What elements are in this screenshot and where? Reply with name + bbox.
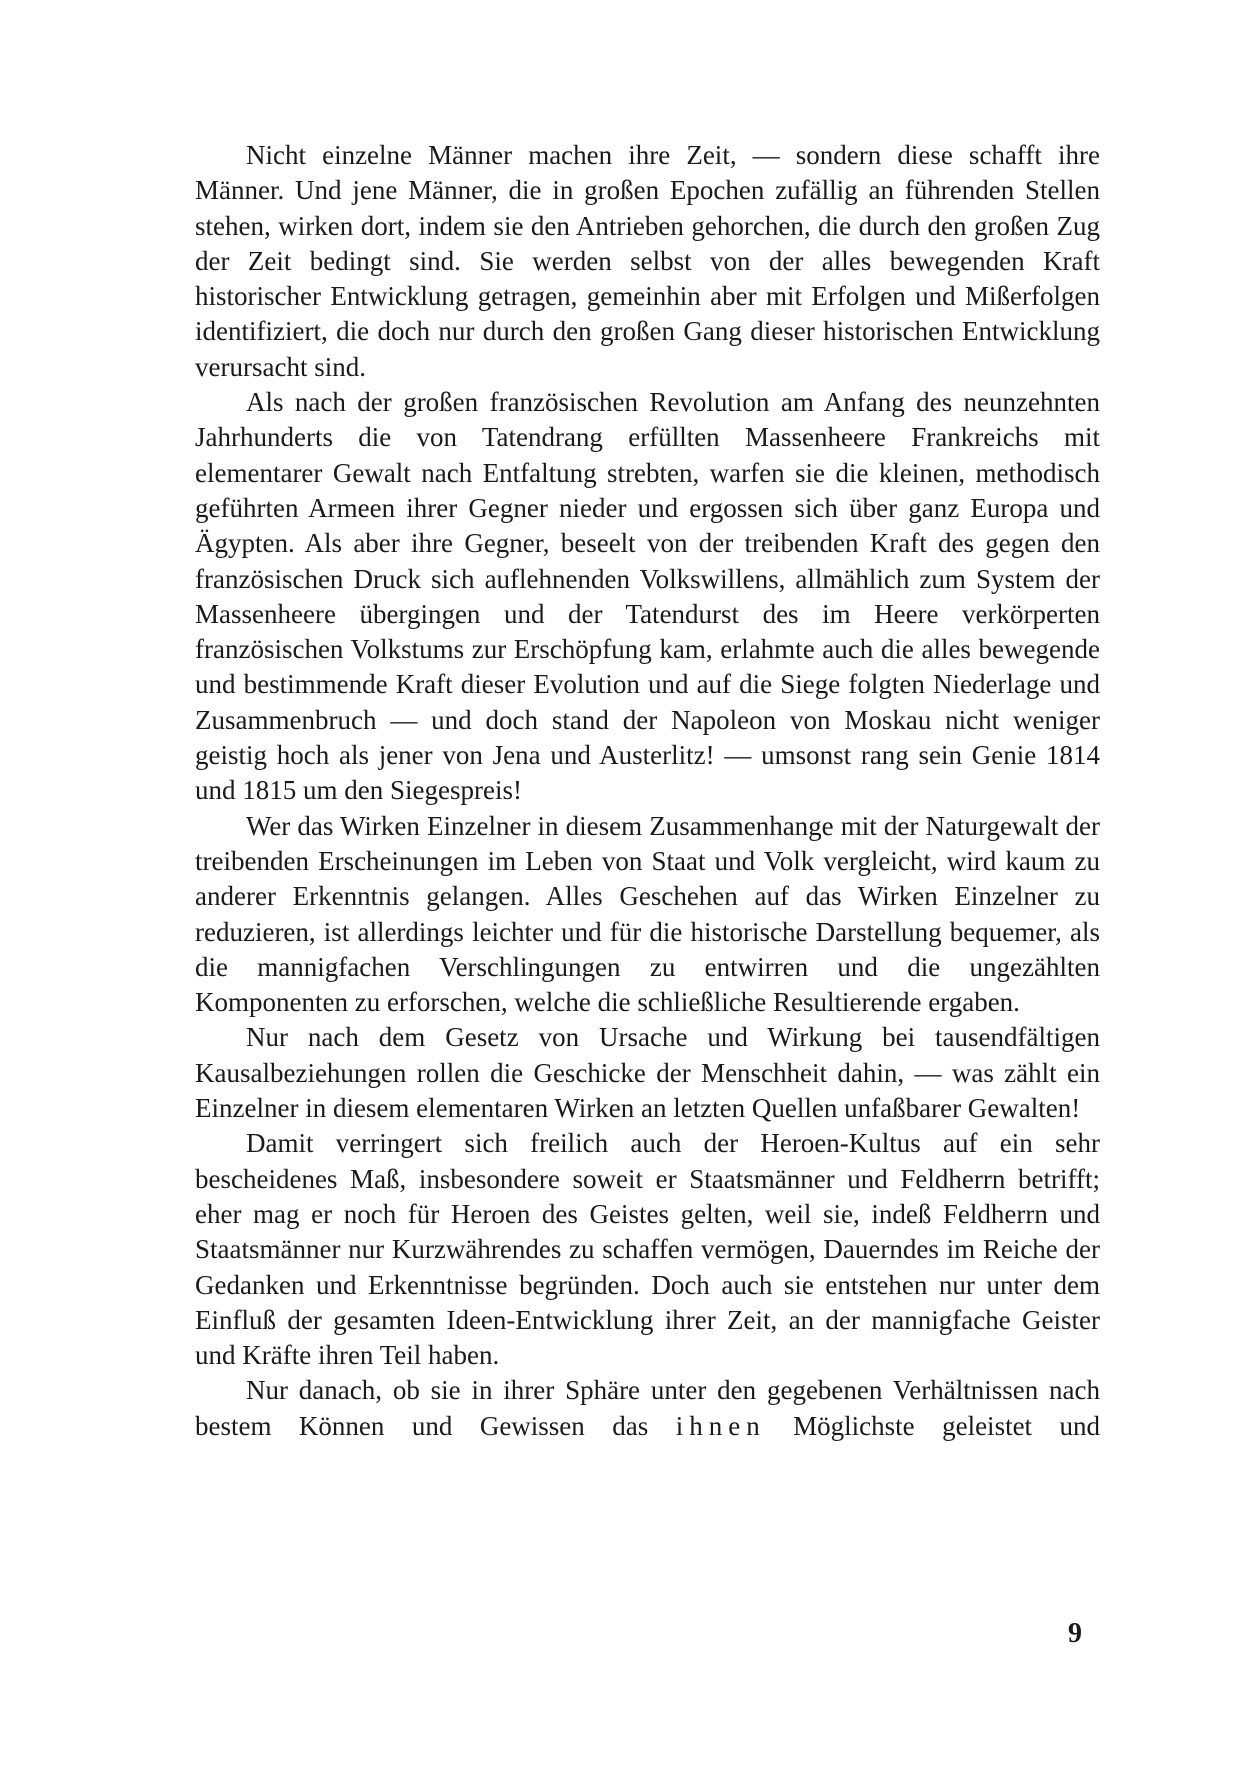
paragraph-6 [195,1373,1100,1444]
paragraph-2: Als nach der großen französischen Revolution am Anfang des neunzehnten Jahrhunderts die von Tatendrang erfüllten Massenheere Frankreichs mit elementarer Gewalt nach Entfaltung strebten, warfen sie die kleinen, methodisch geführten Armeen ihrer Gegner nieder und ergossen sich über ganz Europa und Ägypten. Als aber ihre Gegner, beseelt von der treibenden Kraft des gegen den französischen Druck sich auflehnenden Volkswillens, allmählich zum System der Massenheere übergingen und der Tatendurst des im Heere verkörperten französischen Volkstums zur Erschöpfung kam, erlahmte auch die alles bewegende und bestimmende Kraft dieser Evolution und auf die Siege folgten Niederlage und Zusammenbruch — und doch stand der Napoleon von Moskau nicht weniger geistig hoch als jener von Jena und Austerlitz! — umsonst rang sein Genie 1814 und 1815 um den Siegespreis! [195,387,1100,806]
paragraph-6-start: Nur danach, ob sie in ihrer Sphäre unter den gegebenen Verhältnissen nach bestem Können und Gewissen das [195,1375,1100,1441]
paragraph-5: Damit verringert sich freilich auch der Heroen-Kultus auf ein sehr bescheidenes Maß, insbesondere soweit er Staatsmänner und Feldherrn betrifft; eher mag er noch für Heroen des Geistes gelten, weil sie, indeß Feldherrn und Staatsmänner nur Kurzwährendes zu schaffen vermögen, Dauerndes im Reiche der Gedanken und Erkenntnisse begründen. Doch auch sie entstehen nur unter dem Einfluß der gesamten Ideen-Entwicklung ihrer Zeit, an der mannigfache Geister und Kräfte ihren Teil haben. [195,1128,1100,1371]
paragraph-1: Nicht einzelne Männer machen ihre Zeit, — sondern diese schafft ihre Männer. Und jene Männer, die in großen Epochen zufällig an führenden Stellen stehen, wirken dort, indem sie den Antrieben gehorchen, die durch den großen Zug der Zeit bedingt sind. Sie werden selbst von der alles bewegenden Kraft historischer Entwicklung getragen, gemeinhin aber mit Erfolgen und Mißerfolgen identifiziert, die doch nur durch den großen Gang dieser historischen Entwicklung verursacht sind. [195,140,1100,382]
paragraph-3: Wer das Wirken Einzelner in diesem Zusammenhange mit der Naturgewalt der treibenden Erscheinungen im Leben von Staat und Volk vergleicht, wird kaum zu anderer Erkenntnis gelangen. Alles Geschehen auf das Wirken Einzelner zu reduzieren, ist allerdings leichter und für die historische Darstellung bequemer, als die mannigfachen Verschlingungen zu entwirren und die ungezählten Komponenten zu erforschen, welche die schließliche Resultierende ergaben. [195,810,1100,1018]
paragraph-6-end: Möglichste geleistet und [765,1410,1101,1441]
paragraph-4: Nur nach dem Gesetz von Ursache und Wirkung bei tausendfältigen Kausalbeziehungen rollen die Geschicke der Menschheit dahin, — was zählt ein Einzelner in diesem elementaren Wirken an letzten Quellen unfaßbarer Gewalten! [195,1022,1100,1124]
emphasized-word: ihnen [675,1410,766,1441]
page-number: 9 [1068,1618,1082,1649]
body-text [195,138,1100,1444]
